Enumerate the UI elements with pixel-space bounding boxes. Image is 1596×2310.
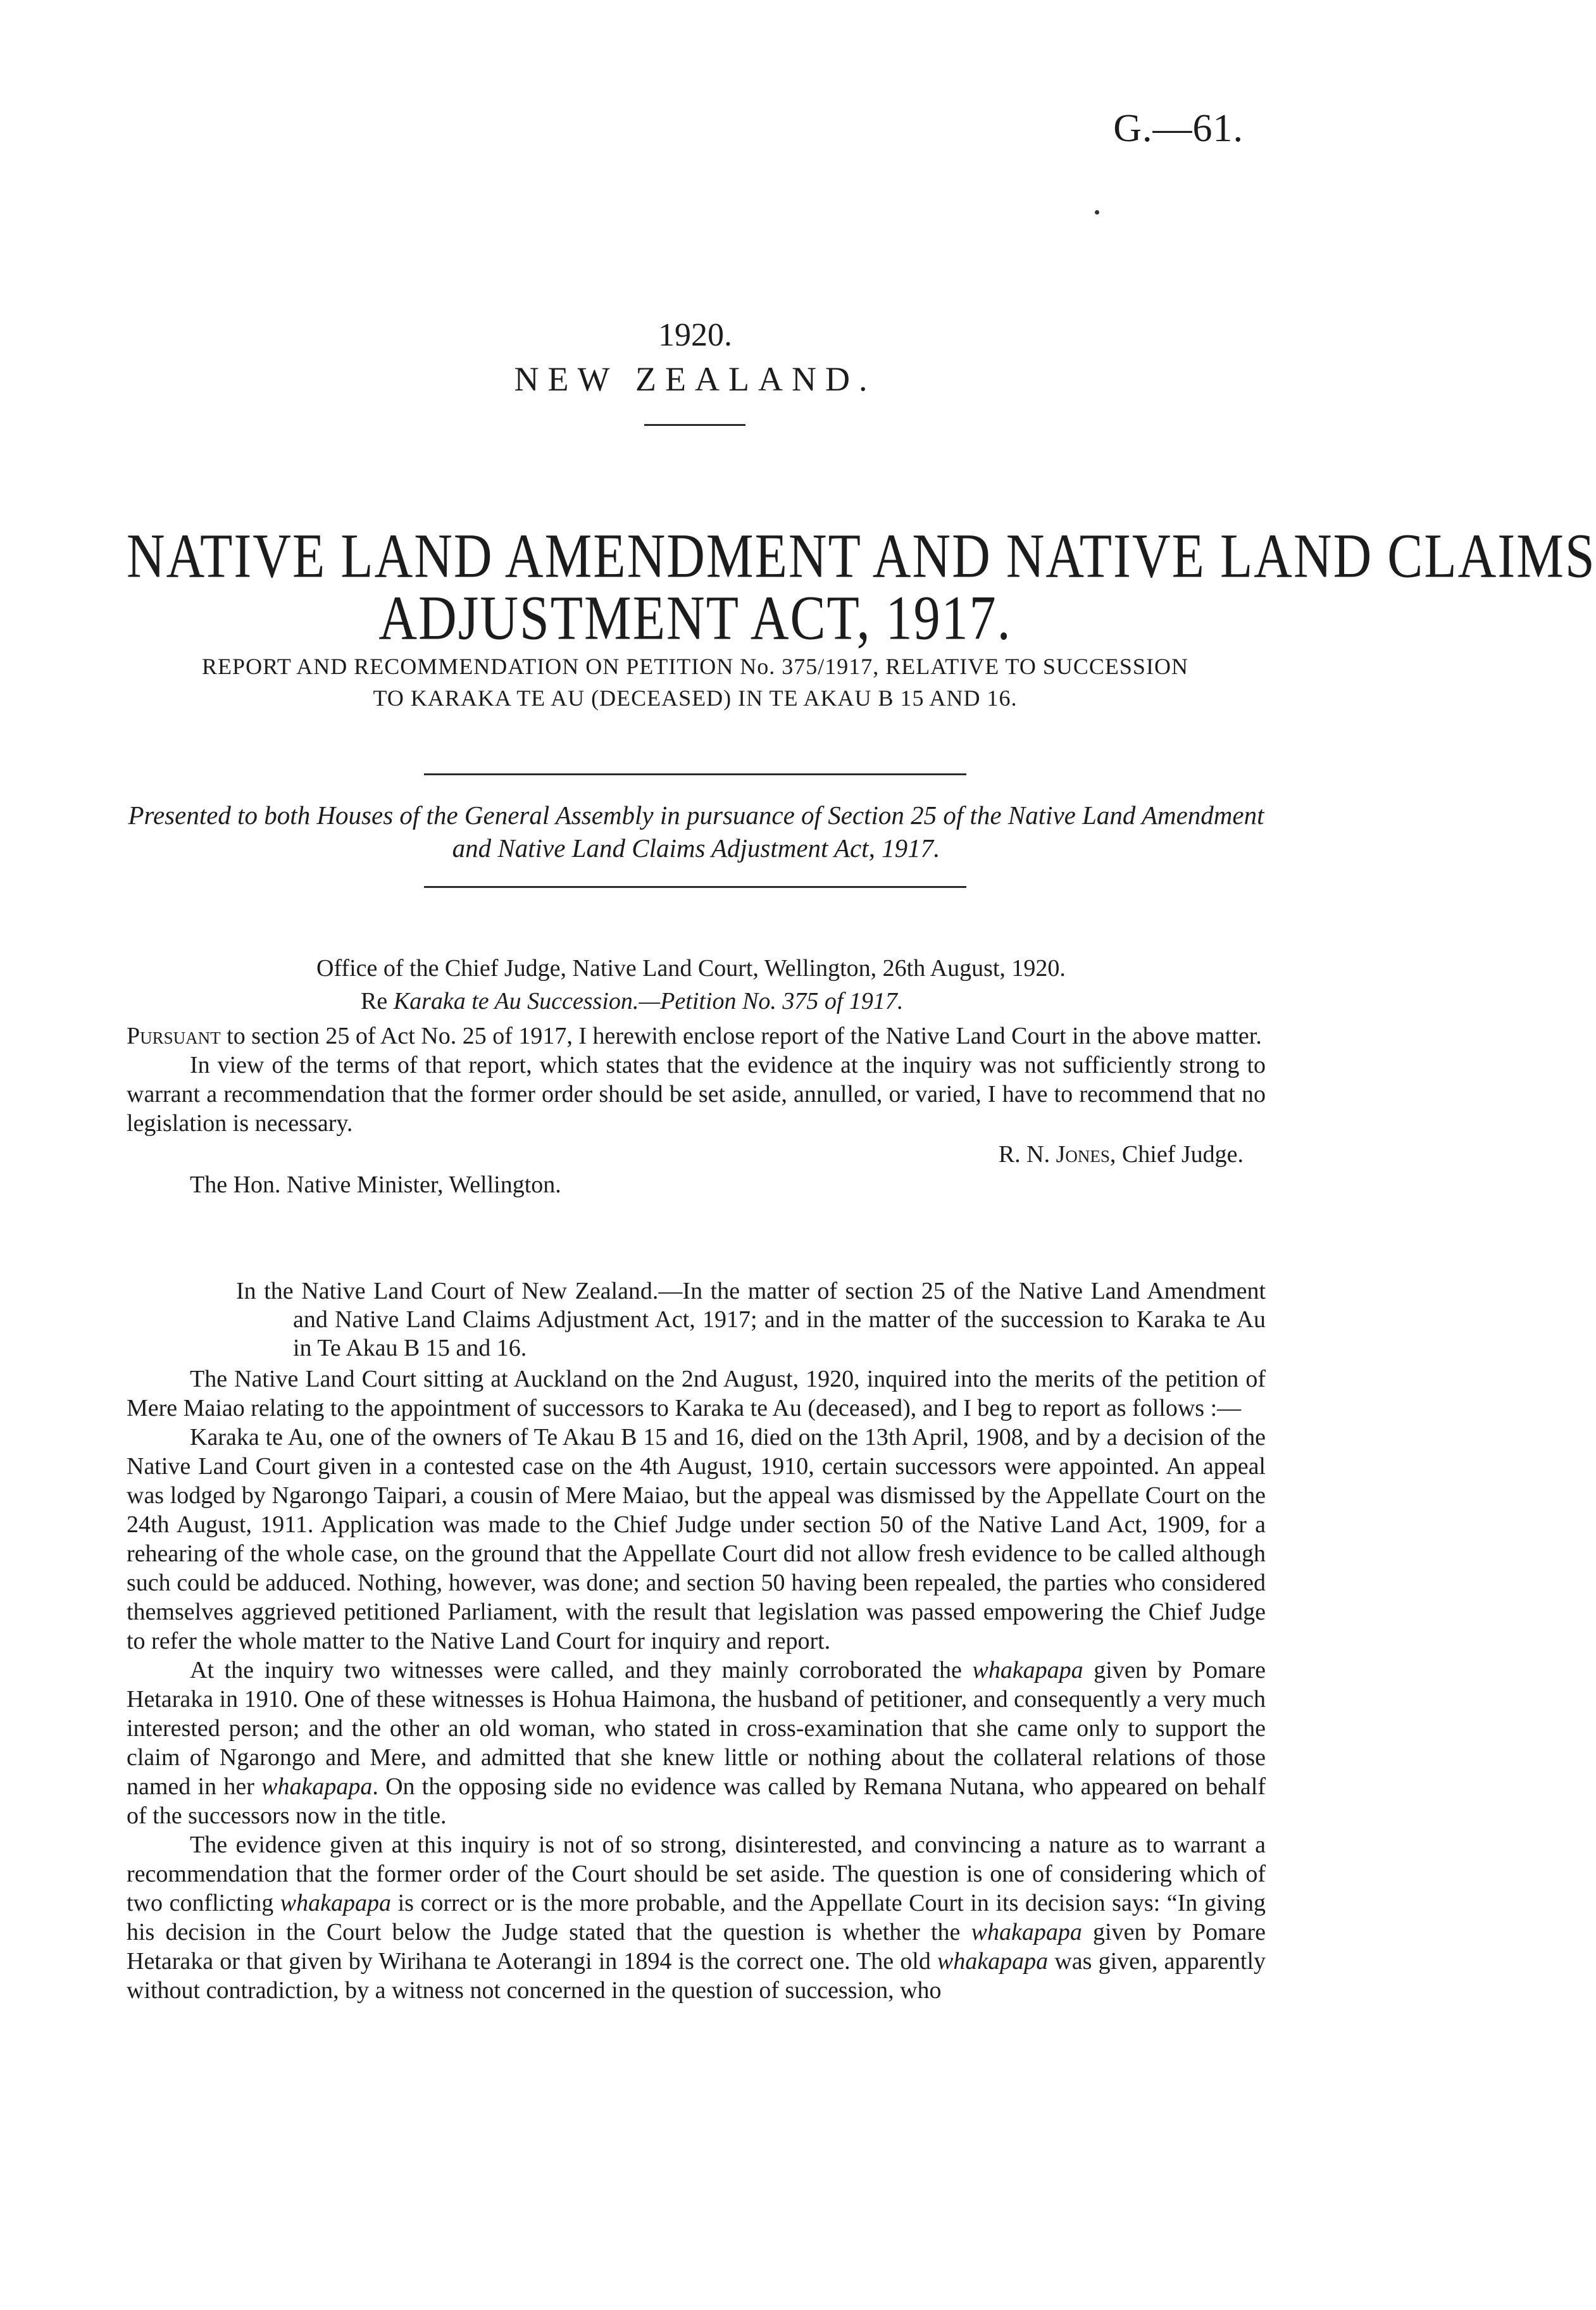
p4-text-c: given by Pomare Hetaraka or that given by Wirihana te Aoterangi in 1894 is the correct one. The old	[127, 1919, 1266, 1975]
p4-text-a: The evidence given at this inquiry is not of so strong, disinterested, and convincing a nature as to warrant a recommendation that the former order of the Court should be set aside. The question is one of considering which of two conflicting	[127, 1832, 1266, 1916]
report-paragraph-1: The Native Land Court sitting at Auckland on the 2nd August, 1920, inquired into the merits of the petition of Mere Maiao relating to the appointment of successors to Karaka te Au (deceased), and I beg to report as follows :—	[127, 1366, 1266, 1421]
act-title-line-1: NATIVE LAND AMENDMENT AND NATIVE LAND CLAIMS	[127, 521, 1596, 592]
subtitle-line-1: REPORT AND RECOMMENDATION ON PETITION No. 375/1917, RELATIVE TO SUCCESSION	[202, 654, 1188, 679]
p4-term-2: whakapapa	[971, 1919, 1082, 1945]
subtitle-line-2: TO KARAKA TE AU (DECEASED) IN TE AKAU B 15 AND 16.	[373, 685, 1018, 711]
country-heading: NEW ZEALAND.	[514, 360, 876, 398]
re-line	[361, 987, 903, 1015]
p4-term-1: whakapapa	[280, 1890, 392, 1916]
letter-paragraph-1-text: to section 25 of Act No. 25 of 1917, I herewith enclose report of the Native Land Court in the above matter.	[220, 1023, 1262, 1049]
report-subtitle	[165, 651, 1226, 714]
p4-text-b: is correct or is the more probable, and the Appellate Court in its decision says: “In giving his decision in the Court below the Judge stated that the question is whether the	[127, 1890, 1266, 1945]
re-subject: Karaka te Au Succession.—Petition No. 375 of 1917.	[393, 988, 904, 1015]
court-matter-text: In the Native Land Court of New Zealand.—In the matter of section 25 of the Native Land Amendment and Native Land Claims Adjustment Act, 1917; and in the matter of the succession to Karaka te Au in Te Akau B 15 and 16.	[236, 1278, 1266, 1361]
divider-lower	[424, 886, 966, 888]
letter-paragraph-1	[127, 1021, 1266, 1051]
p4-text-d: was given, apparently without contradiction, by a witness not concerned in the question of succession, who	[127, 1948, 1266, 2004]
p3-text-a: At the inquiry two witnesses were called, and they mainly corroborated the	[190, 1657, 973, 1683]
document-year: 1920.	[658, 317, 732, 353]
signature-title: , Chief Judge.	[1109, 1141, 1244, 1168]
p3-text-b: given by Pomare Hetaraka in 1910. One of these witnesses is Hohua Haimona, the husband of petitioner, and consequently a very much interested person; and the other an old woman, who stated in cross-examination that she came only to support the claim of Ngarongo and Mere, and admitted that she knew little or nothing about the collateral relations of those named in her	[127, 1657, 1266, 1800]
re-prefix: Re	[361, 988, 388, 1015]
act-title-line-2: ADJUSTMENT ACT, 1917.	[378, 584, 1012, 654]
presented-note: Presented to both Houses of the General Assembly in pursuance of Section 25 of the Native Land Amendment and Native Land Claims Adjustment Act, 1917.	[128, 801, 1264, 863]
report-paragraph-3	[127, 1656, 1266, 1830]
letter-body	[127, 1021, 1266, 1138]
report-paragraph-4	[127, 1830, 1266, 2005]
signature-name: R. N. Jones	[998, 1141, 1110, 1168]
court-matter-heading	[236, 1277, 1266, 1363]
court-report-body	[127, 1364, 1266, 2005]
p3-text-c: . On the opposing side no evidence was called by Remana Nutana, who appeared on behalf of the successors now in the title.	[127, 1773, 1266, 1829]
office-dateline: Office of the Chief Judge, Native Land Court, Wellington, 26th August, 1920.	[316, 955, 1066, 982]
addressee: The Hon. Native Minister, Wellington.	[190, 1171, 561, 1198]
letter-paragraph-2: In view of the terms of that report, which states that the evidence at the inquiry was not sufficiently strong to warrant a recommendation that the former order should be set aside, annulled, or varied, I have to recommend that no legislation is necessary.	[127, 1052, 1266, 1137]
p4-term-3: whakapapa	[937, 1948, 1049, 1975]
p3-term-2: whakapapa	[261, 1773, 373, 1800]
p3-term-1: whakapapa	[972, 1657, 1083, 1683]
pursuant-lead: Pursuant	[127, 1023, 221, 1049]
stray-mark	[1095, 210, 1099, 215]
divider-upper	[424, 773, 966, 775]
divider-short	[644, 424, 745, 426]
report-paragraph-2: Karaka te Au, one of the owners of Te Akau B 15 and 16, died on the 13th April, 1908, and by a decision of the Native Land Court given in a contested case on the 4th August, 1910, certain successors were appointed. An appeal was lodged by Ngarongo Taipari, a cousin of Mere Maiao, but the appeal was dismissed by the Appellate Court on the 24th August, 1911. Application was made to the Chief Judge under section 50 of the Native Land Act, 1909, for a rehearing of the whole case, on the ground that the Appellate Court did not allow fresh evidence to be called although such could be adduced. Nothing, however, was done; and section 50 having been repealed, the parties who considered themselves aggrieved petitioned Parliament, with the result that legislation was passed empowering the Chief Judge to refer the whole matter to the Native Land Court for inquiry and report.	[127, 1424, 1266, 1654]
paper-reference: G.—61.	[1113, 107, 1244, 150]
signature	[999, 1140, 1244, 1168]
